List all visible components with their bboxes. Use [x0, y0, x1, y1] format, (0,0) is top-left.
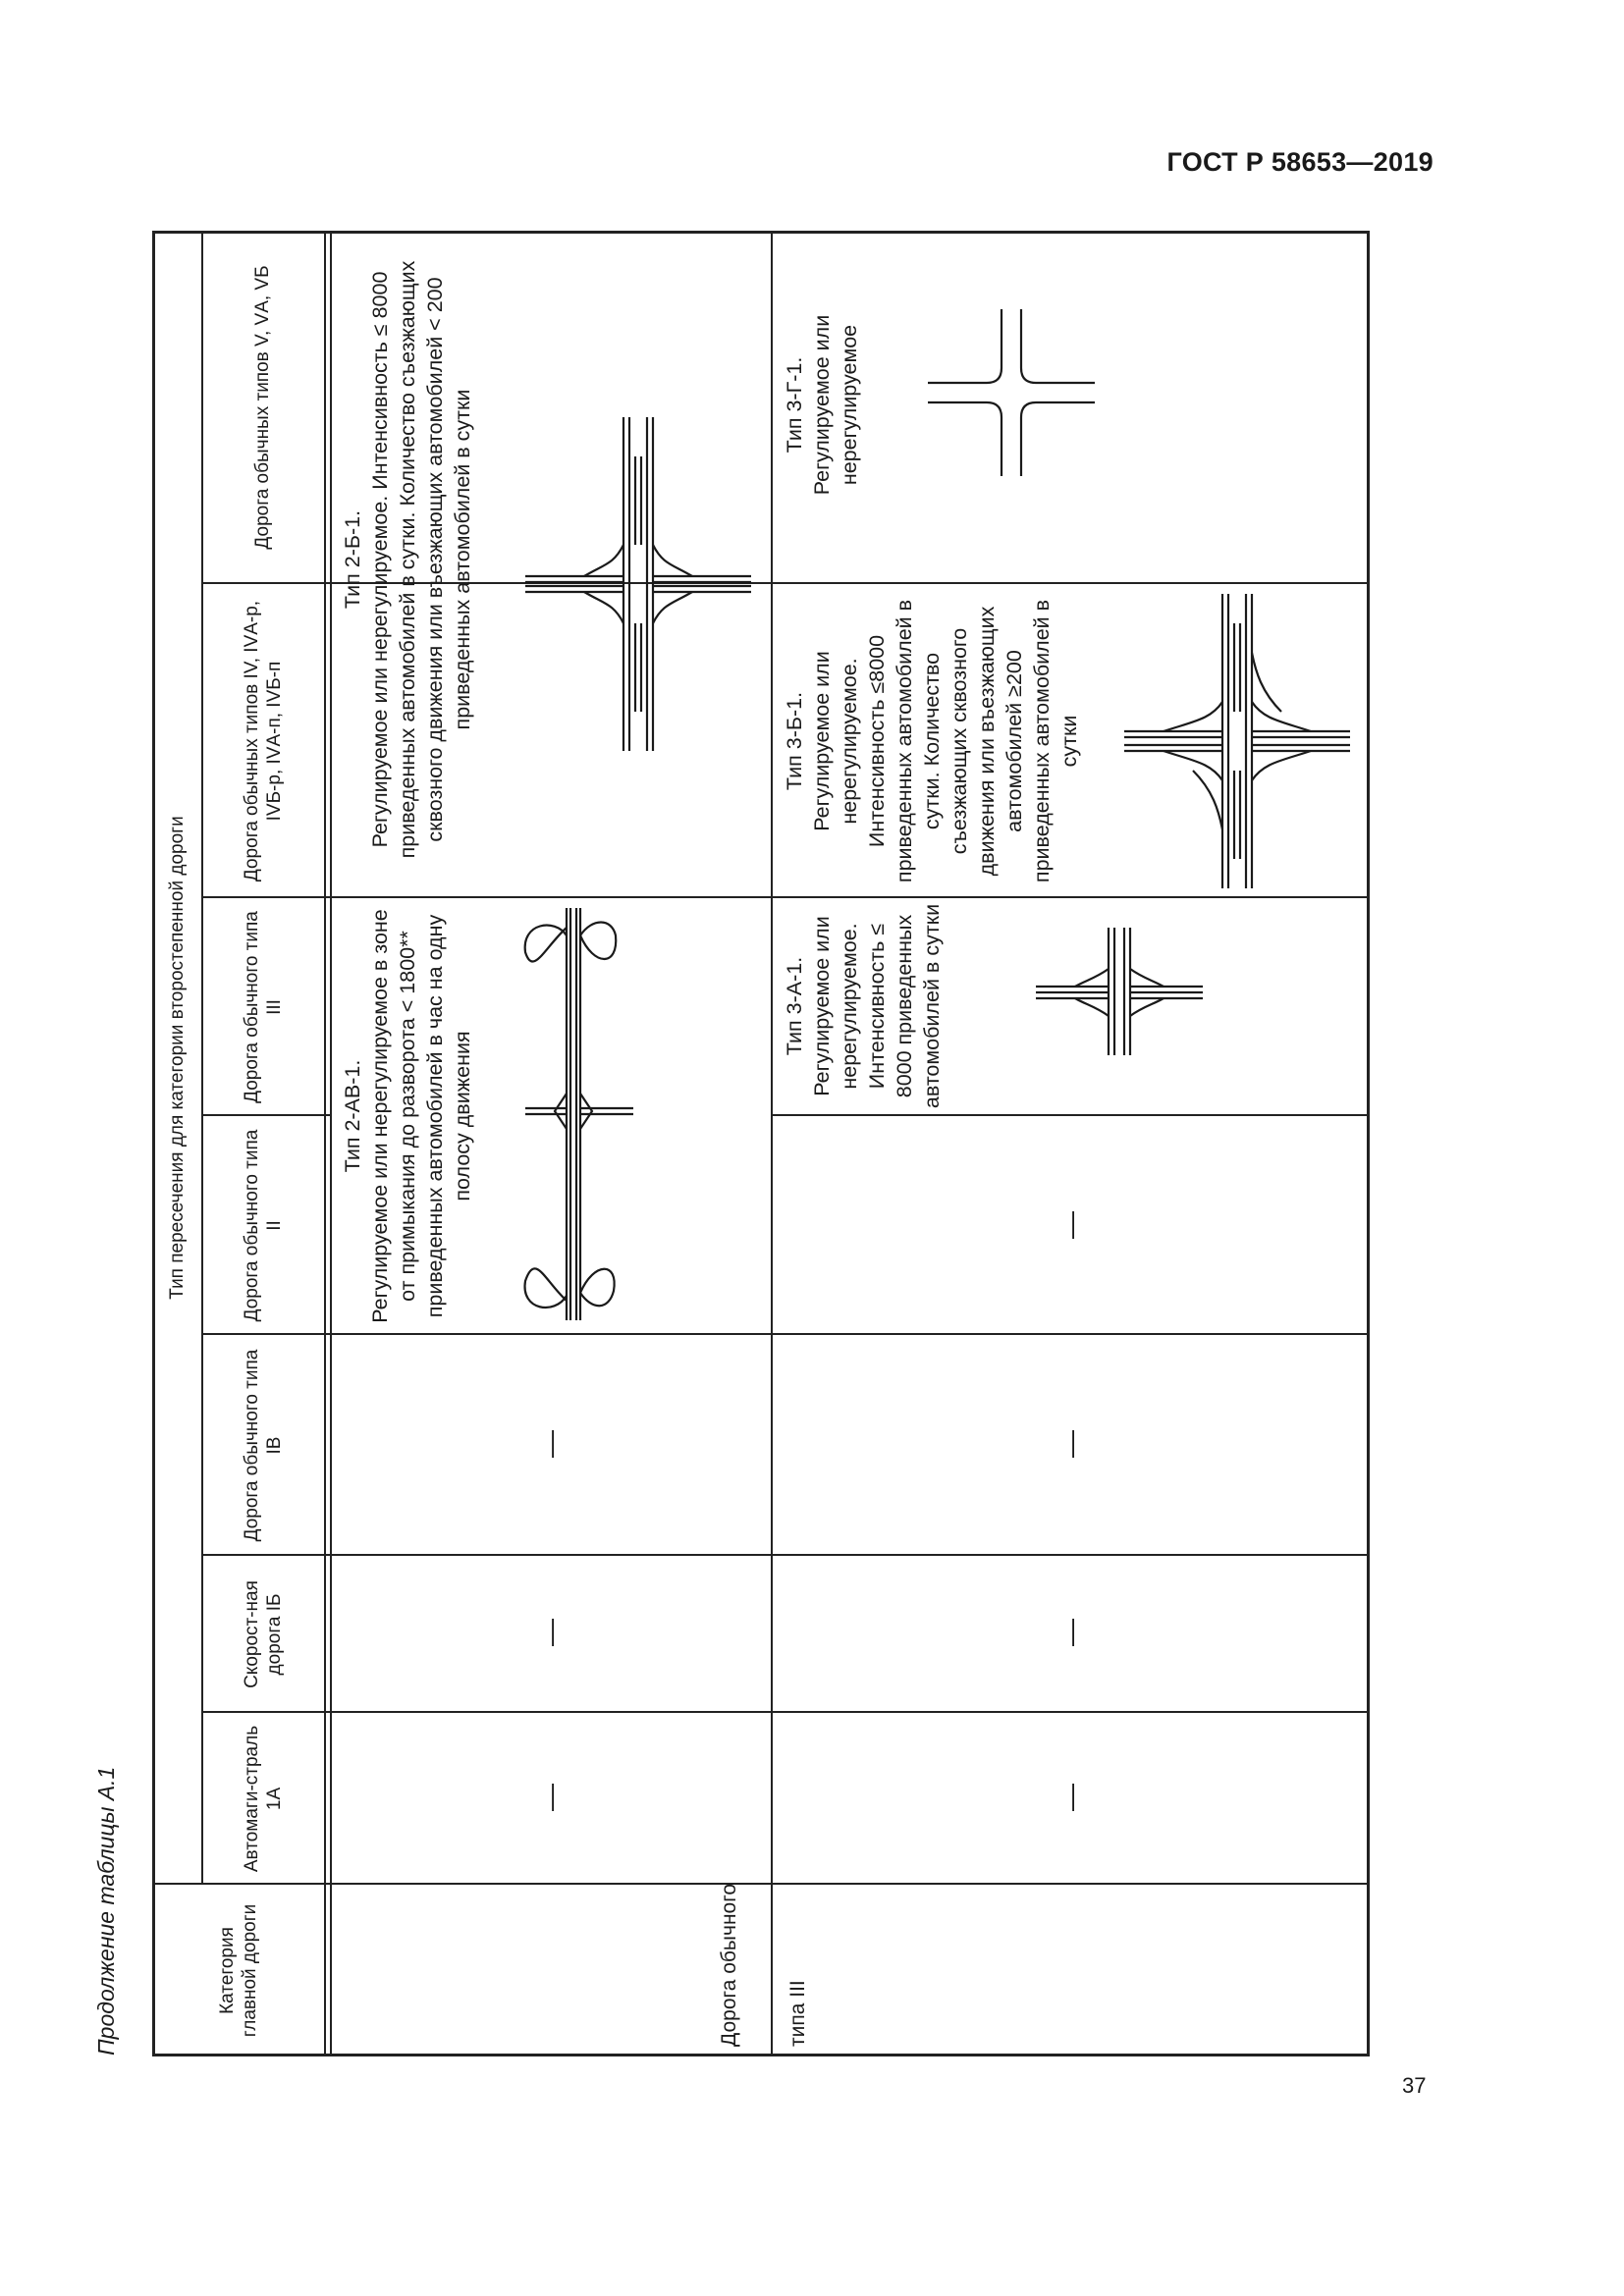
rule-col-2: [201, 1554, 1370, 1556]
rule-col-3: [201, 1333, 1370, 1335]
header-col-type-1v: Дорога обычного типа IВ: [241, 1349, 285, 1542]
row2-cell-3-B-1: [781, 589, 1081, 893]
header-col-motorway: Автомаги-страль 1А: [241, 1725, 285, 1873]
type-description: Регулируемое или нерегулируемое. Интенсивность ≤ 8000 приведенных автомобилей в сутки. Количество съезжающих сквозного движения или въезжающих автомобилей < 200 приведенных автомобилей в сутки: [368, 260, 474, 859]
header-col-type-3: Дорога обычного типа III: [241, 911, 285, 1103]
type-title: Тип 3-Г-1.: [783, 356, 806, 454]
rotated-table: [152, 231, 1370, 2056]
rule-col-1: [201, 1711, 1370, 1713]
row2-cell-3-G-1: [781, 236, 908, 574]
row1-dash-motorway: —: [535, 1784, 566, 1811]
header-col-type-2: Дорога обычного типа II: [241, 1129, 285, 1322]
header-main-category: Категория главной дороги: [216, 1903, 260, 2038]
row1-cell-2-AV-1: [339, 902, 496, 1330]
type-title: Тип 3-Б-1.: [783, 691, 806, 791]
row2-dash-type-1v: —: [1056, 1430, 1086, 1458]
header-secondary-category: Тип пересечения для категории второстепенной дороги: [166, 816, 188, 1300]
row1-cell-2-B-1: [339, 236, 506, 883]
table-continuation-caption: Продолжение таблицы А.1: [93, 1766, 119, 2056]
intersection-3-A-1-diagram: [1036, 928, 1203, 1055]
type-title: Тип 3-А-1.: [783, 956, 806, 1056]
row1-dash-type-1v: —: [535, 1430, 566, 1458]
header-col-type-4: Дорога обычных типов IV, IVА-р, IVБ-р, IVА-п, IVБ-п: [241, 600, 285, 882]
type-title: Тип 2-АВ-1.: [341, 1059, 364, 1173]
row2-label-line2: типа III: [786, 1980, 809, 2047]
row2-label-line1: Дорога обычного: [718, 1883, 740, 2047]
intersection-3-B-1-diagram: [1124, 594, 1350, 888]
type-description: Регулируемое или нерегулируемое. Интенсивность ≤ 8000 приведенных автомобилей в сутки: [810, 903, 944, 1109]
row2-dash-expressway: —: [1056, 1619, 1086, 1646]
rule-under-headers: [324, 231, 326, 2056]
rule-under-headers-double: [330, 231, 332, 2056]
header-col-type-5: Дорога обычных типов V, VА, VБ: [252, 265, 273, 550]
header-col-expressway: Скорост-ная дорога IБ: [241, 1580, 285, 1688]
row2-dash-type-2: —: [1056, 1211, 1086, 1239]
type-description: Регулируемое или нерегулируемое. Интенсивность ≤8000 приведенных автомобилей в сутки. Количество съезжающих сквозного движения или въезжающих автомобилей ≥200 приведенных автомобилей в сутки: [810, 599, 1081, 883]
page-number: 37: [1402, 2073, 1427, 2098]
document-code: ГОСТ Р 58653—2019: [1166, 147, 1434, 177]
row2-dash-motorway: —: [1056, 1784, 1086, 1811]
type-description: Регулируемое или нерегулируемое в зоне от примыкания до разворота < 1800** приведенных автомобилей в час на одну полосу движения: [368, 909, 474, 1323]
row2-cell-3-A-1: [781, 903, 1006, 1109]
table-stage: [152, 231, 1370, 2056]
intersection-3-G-1-diagram: [928, 309, 1095, 476]
intersection-2-B-1-diagram: [525, 417, 751, 751]
rule-col-5: [201, 896, 1370, 898]
intersection-2-AV-1-diagram: [525, 908, 633, 1320]
type-title: Тип 2-Б-1.: [341, 509, 364, 610]
row1-dash-expressway: —: [535, 1619, 566, 1646]
rule-col-4b: [771, 1114, 1370, 1116]
row2-label: [702, 1723, 859, 2056]
type-description: Регулируемое или нерегулируемое: [810, 314, 861, 496]
